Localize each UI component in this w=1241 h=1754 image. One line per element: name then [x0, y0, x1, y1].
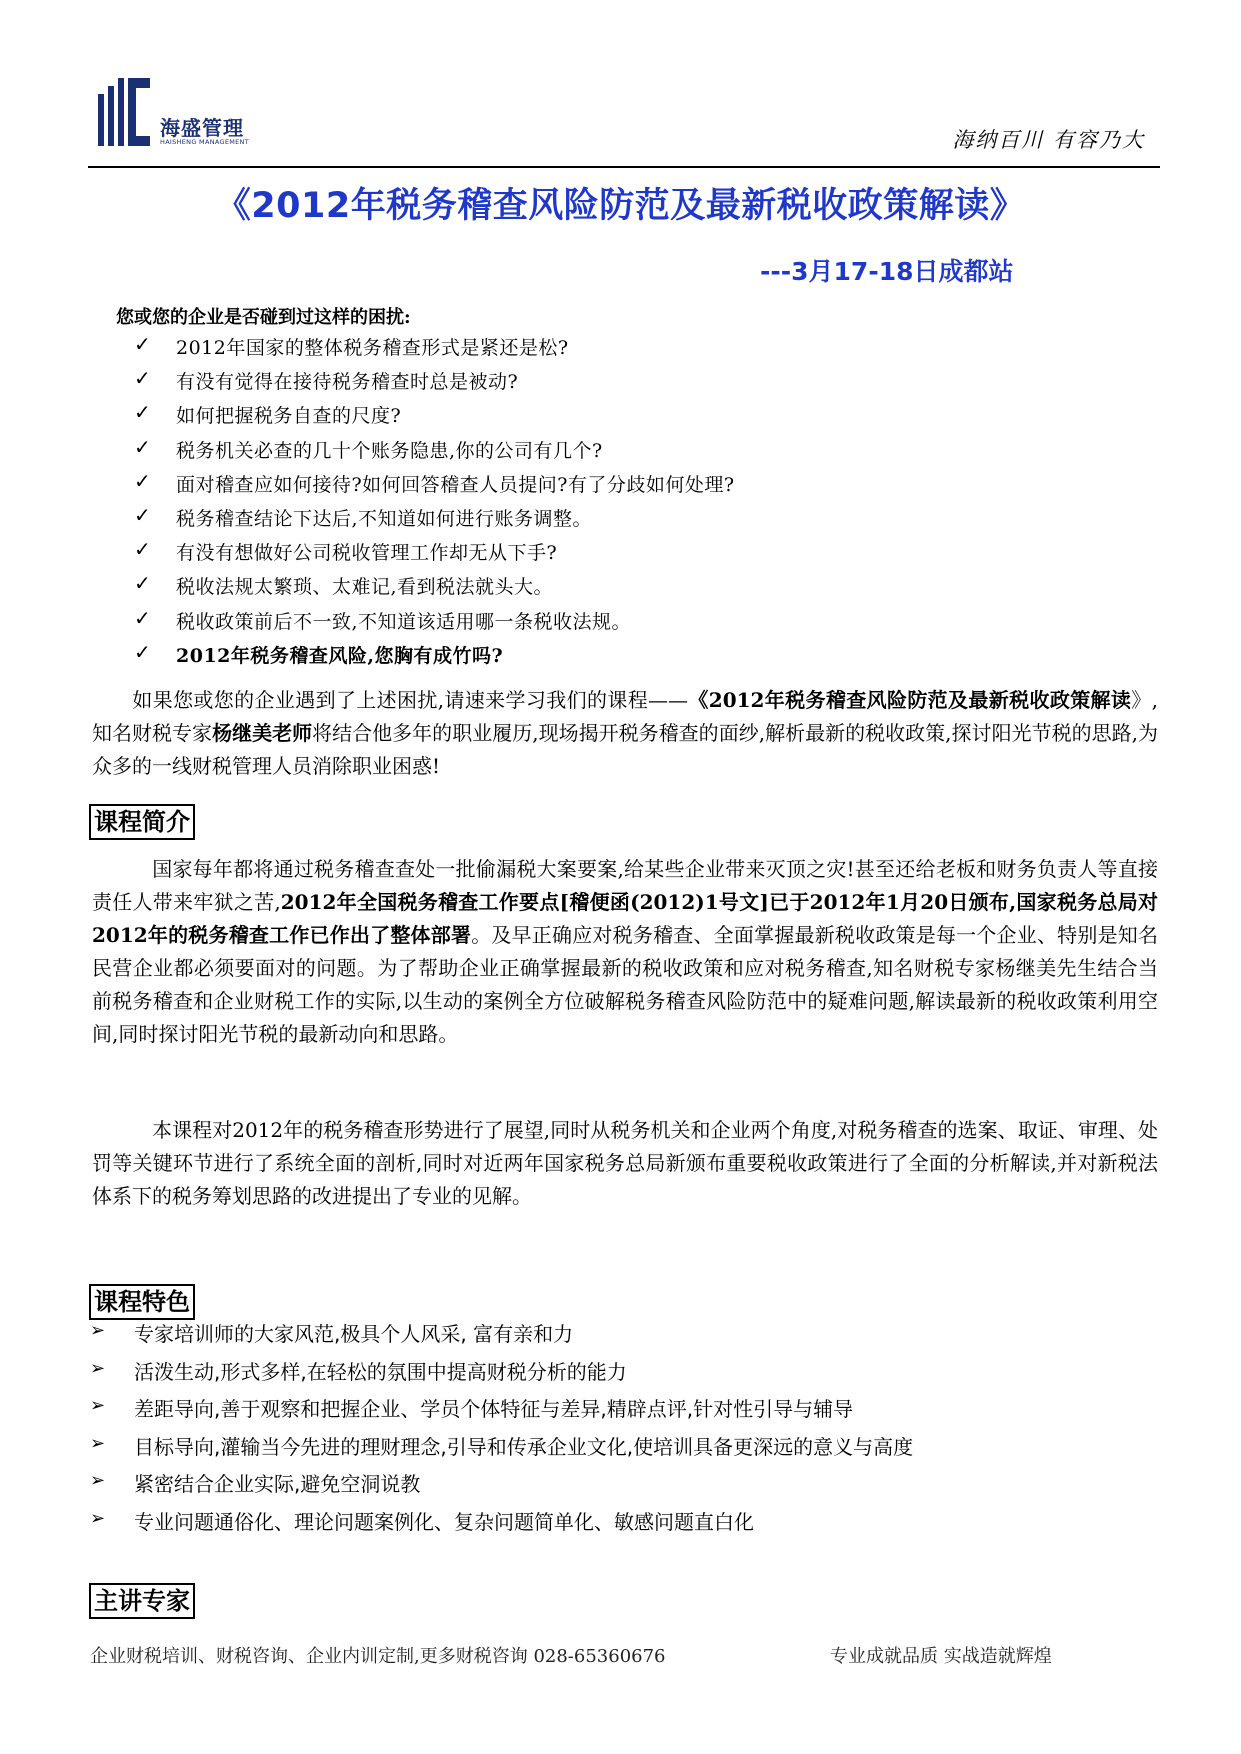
arrow-bullet-icon: ➢	[90, 1507, 106, 1529]
feature-text: 专家培训师的大家风范,极具个人风采, 富有亲和力	[134, 1322, 574, 1346]
section-heading-course-intro: 课程简介	[89, 804, 195, 840]
check-icon: ✓	[134, 502, 151, 527]
intro-text: 》,知名财税专家	[92, 688, 1158, 745]
paragraph-text: 本课程对2012年的税务稽查形势进行了展望,同时从税务机关和企业两个角度,对税务稽查的选案、取证、审理、处罚等关键环节进行了系统全面的剖析,同时对近两年国家税务总局新颁布重要税收政策进行了全面的分析解读,并对新税法体系下的税务筹划思路的改进提出了专业的见解。	[92, 1118, 1158, 1208]
footer-contact: 企业财税培训、财税咨询、企业内训定制,更多财税咨询 028-65360676	[90, 1646, 666, 1667]
teacher-name: 杨继美老师	[212, 721, 313, 745]
feature-text: 紧密结合企业实际,避免空洞说教	[134, 1472, 421, 1497]
question-text: 税收政策前后不一致,不知道该适用哪一条税收法规。	[176, 610, 632, 633]
header-divider	[88, 166, 1160, 168]
question-text: 2012年税务稽查风险,您胸有成竹吗?	[176, 644, 504, 667]
course-name: 《2012年税务稽查风险防范及最新税收政策解读	[688, 688, 1132, 712]
logo-subtitle: HAISHENG MANAGEMENT	[160, 138, 249, 146]
arrow-bullet-icon: ➢	[90, 1357, 106, 1379]
arrow-bullet-icon: ➢	[90, 1432, 106, 1454]
question-text: 税务稽查结论下达后,不知道如何进行账务调整。	[176, 507, 593, 530]
question-heading: 您或您的企业是否碰到过这样的困扰:	[116, 307, 411, 328]
paragraph-text: 。及早正确应对税务稽查、全面掌握最新税收政策是每一个企业、特别是知名民营企业都必须要面对的问题。为了帮助企业正确掌握最新的税收政策和应对税务稽查,知名财税专家杨继美先生结合当前税务稽查和企业财税工作的实际,以生动的案例全方位破解税务稽查风险防范中的疑难问题,解读最新的税收政策利用空间,同时探讨阳光节税的最新动向和思路。	[92, 923, 1159, 1046]
section-heading-expert: 主讲专家	[89, 1583, 195, 1619]
check-icon: ✓	[134, 639, 151, 664]
feature-text: 差距导向,善于观察和把握企业、学员个体特征与差异,精辟点评,针对性引导与辅导	[134, 1397, 854, 1422]
check-icon: ✓	[134, 468, 151, 493]
question-text: 有没有想做好公司税收管理工作却无从下手?	[176, 542, 558, 565]
question-text: 有没有觉得在接待税务稽查时总是被动?	[176, 371, 519, 394]
paragraph-text: 国家每年都将通过税务稽查查处一批偷漏税大案要案,给某些企业带来灭顶之灾!甚至还给老板和财务负责人等直接责任人带来牢狱之苦,	[92, 857, 1158, 914]
check-icon: ✓	[134, 366, 151, 391]
arrow-bullet-icon: ➢	[90, 1470, 106, 1492]
feature-text: 专业问题通俗化、理论问题案例化、复杂问题简单化、敏感问题直白化	[134, 1509, 754, 1534]
course-intro-paragraph-2	[92, 1114, 1158, 1213]
intro-text: 如果您或您的企业遇到了上述困扰,请速来学习我们的课程——	[132, 688, 689, 712]
question-text: 面对稽查应如何接待?如何回答稽查人员提问?有了分歧如何处理?	[176, 473, 735, 496]
check-icon: ✓	[134, 332, 151, 356]
section-heading-features: 课程特色	[89, 1284, 195, 1320]
intro-text: 将结合他多年的职业履历,现场揭开税务稽查的面纱,解析最新的税收政策,探讨阳光节税的思路,为众多的一线财税管理人员消除职业困惑!	[92, 721, 1159, 778]
page-title: 《2012年税务稽查风险防范及最新税收政策解读》	[215, 186, 1026, 226]
feature-text: 活泼生动,形式多样,在轻松的氛围中提高财税分析的能力	[134, 1359, 627, 1384]
paragraph-bold-text: 2012年全国税务稽查工作要点[稽便函(2012)1号文]已于2012年1月20日颁布,国家税务总局对2012年的税务稽查工作已作出了整体部署	[92, 890, 1158, 947]
question-text: 如何把握税务自查的尺度?	[176, 405, 402, 428]
check-icon: ✓	[134, 400, 151, 425]
question-text: 2012年国家的整体税务稽查形式是紧还是松?	[176, 337, 569, 359]
intro-paragraph	[92, 684, 1158, 783]
check-icon: ✓	[134, 434, 151, 459]
question-text: 税收法规太繁琐、太难记,看到税法就头大。	[176, 576, 554, 599]
check-icon: ✓	[134, 571, 151, 596]
check-icon: ✓	[134, 605, 151, 630]
check-icon: ✓	[134, 537, 151, 562]
question-text: 税务机关必查的几十个账务隐患,你的公司有几个?	[176, 439, 603, 462]
arrow-bullet-icon: ➢	[90, 1320, 106, 1341]
page-subtitle: ---3月17-18日成都站	[760, 257, 1014, 286]
feature-text: 目标导向,灌输当今先进的理财理念,引导和传承企业文化,使培训具备更深远的意义与高度	[134, 1434, 914, 1459]
slogan: 海纳百川 有容乃大	[952, 128, 1145, 152]
logo-name: 海盛管理	[160, 116, 244, 140]
course-intro-paragraph-1	[92, 853, 1158, 1051]
arrow-bullet-icon: ➢	[90, 1395, 106, 1417]
footer-motto: 专业成就品质 实战造就辉煌	[830, 1646, 1052, 1667]
